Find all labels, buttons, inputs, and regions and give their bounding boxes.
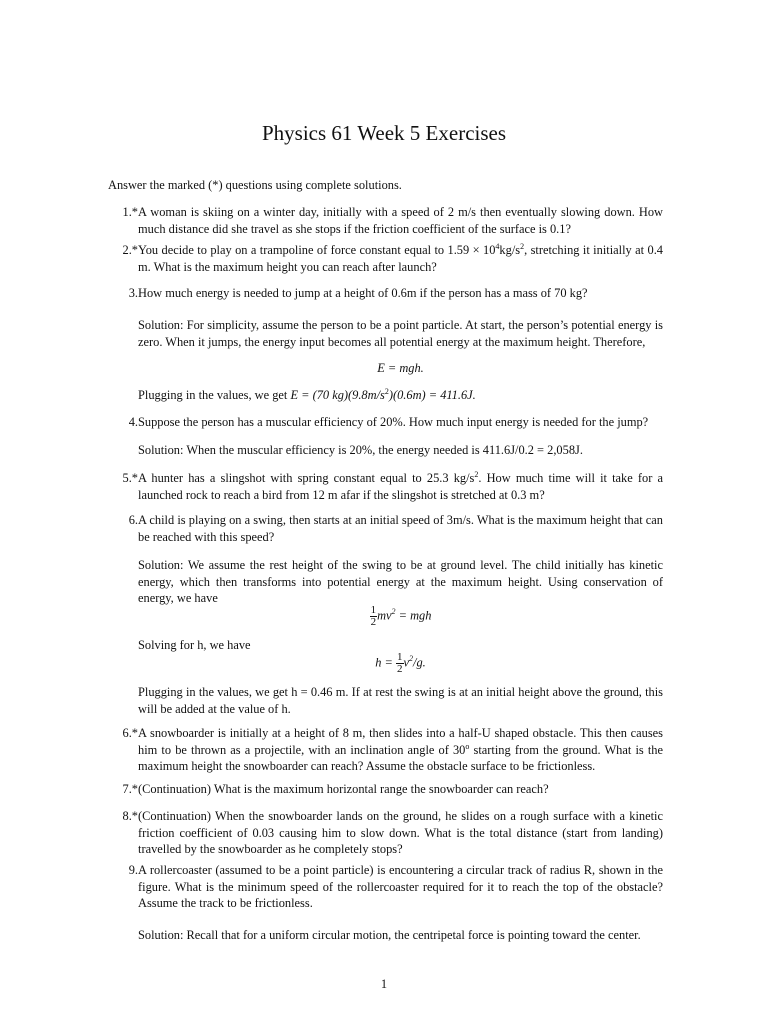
question-8 <box>108 808 663 858</box>
question-text: A child is playing on a swing, then starts at an initial speed of 3m/s. What is the maximum height that can be reached with this speed? <box>138 513 663 544</box>
question-4 <box>108 414 663 431</box>
solution-6-text: Solution: We assume the rest height of the swing to be at ground level. The child initially has kinetic energy, which then transforms into potential energy at the maximum height. Using conservation of energy, we have <box>138 558 663 605</box>
equation-energy: E = mgh. <box>377 361 424 375</box>
instructions: Answer the marked (*) questions using complete solutions. <box>108 178 402 192</box>
question-number: 9. <box>128 863 138 877</box>
question-number: 6.* <box>122 726 138 740</box>
equation-height: h = $\frac{1}{2}$ $v^2/g$. <box>375 651 426 675</box>
question-number: 1.* <box>122 205 138 219</box>
question-text: A rollercoaster (assumed to be a point particle) is encountering a circular track of radius R, shown in the figure. What is the minimum speed of the rollercoaster required for it to reach the top of the obstacle? Assume the track to be frictionless. <box>138 863 663 910</box>
question-number: 8.* <box>122 809 138 823</box>
question-5 <box>108 470 663 503</box>
solution-6-result: Plugging in the values, we get h = 0.46 m. If at rest the swing is at an initial height above the ground, this will be added at the value of h. <box>138 685 663 716</box>
question-7 <box>108 781 663 798</box>
question-text: (Continuation) What is the maximum horizontal range the snowboarder can reach? <box>138 782 549 796</box>
question-number: 4. <box>128 415 138 429</box>
page-number: 1 <box>380 977 388 991</box>
equation-conservation: $\frac{1}{2}$ $mv^2$ = mgh <box>370 604 432 628</box>
question-number: 5.* <box>122 471 138 485</box>
question-text: A woman is skiing on a winter day, initially with a speed of 2 m/s then eventually slowing down. How much distance did she travel as she stops if the friction coefficient of the surface is 0.1? <box>138 205 663 236</box>
question-number: 3. <box>128 286 138 300</box>
question-6-star <box>108 725 663 775</box>
question-2 <box>108 242 663 275</box>
question-number: 7.* <box>122 782 138 796</box>
question-text: A hunter has a slingshot with spring constant equal to 25.3 $kg/s^2$. How much time will it take for a launched rock to reach a bird from 12 m afar if the slingshot is stretched at 0.3 m? <box>138 469 663 502</box>
question-1 <box>108 204 663 237</box>
question-text: A snowboarder is initially at a height of 8 m, then slides into a half-U shaped obstacle. This then causes him to be thrown as a projectile, with an inclination angle of 30$^o$ starting from the ground. What is the maximum height the snowboarder can reach? Assume the obstacle surface to be frictionless. <box>138 726 663 773</box>
solution-3-result: Plugging in the values, we get E = (70 $kg)(9.8m/s^2)(0.6m) = 411.6J$. <box>138 386 476 402</box>
solution-4-text: Solution: When the muscular efficiency is 20%, the energy needed is 411.6J/0.2 = 2,058J. <box>138 443 583 457</box>
question-number: 6. <box>128 513 138 527</box>
question-number: 2.* <box>122 243 138 257</box>
solution-3-text: Solution: For simplicity, assume the person to be a point particle. At start, the person’s potential energy is zero. When it jumps, the energy input becomes all potential energy at the maximum height. Therefore, <box>138 318 663 349</box>
fraction: $\frac{1}{2}$ <box>370 604 377 628</box>
page-title: Physics 61 Week 5 Exercises <box>261 121 507 145</box>
question-6 <box>108 512 663 545</box>
question-text: You decide to play on a trampoline of force constant equal to $1.59 \times 10^4kg/s^2$, stretching it initially at 0.4 m. What is the maximum height you can reach after launch? <box>138 241 663 274</box>
question-text: How much energy is needed to jump at a height of 0.6m if the person has a mass of 70 kg? <box>138 286 588 300</box>
question-text: Suppose the person has a muscular efficiency of 20%. How much input energy is needed for the jump? <box>138 415 649 429</box>
question-text: (Continuation) When the snowboarder lands on the ground, he slides on a rough surface with a kinetic friction coefficient of 0.03 causing him to slow down. What is the total distance (start from landing) travelled by the snowboarder as he completely stops? <box>138 809 663 856</box>
fraction: $\frac{1}{2}$ <box>397 651 403 675</box>
question-9 <box>108 862 663 912</box>
question-3 <box>108 285 663 302</box>
solution-9-text: Solution: Recall that for a uniform circular motion, the centripetal force is pointing toward the center. <box>138 928 641 942</box>
solution-6-solving: Solving for h, we have <box>138 638 251 652</box>
